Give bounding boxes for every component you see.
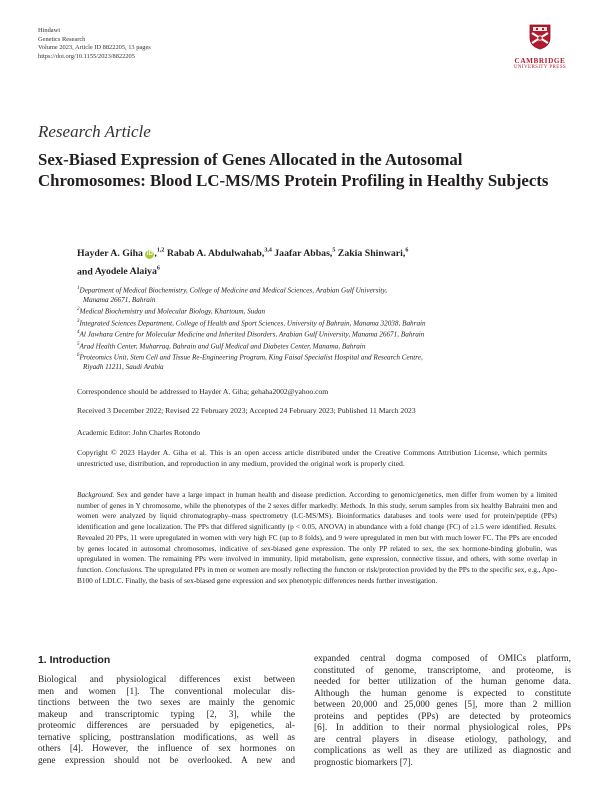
author[interactable]: Zakia Shinwari,$^6$ [337,248,409,260]
text-line: expanded central dogma composed of OMICs platform, [314,654,571,664]
text-line: gene expression should not be overlooked. A new and [38,755,295,766]
logo-subname: UNIVERSITY PRESS [513,65,567,70]
intro-right-column [314,654,571,769]
abstract-label: Conclusions. [105,564,143,574]
text-line: complications as well as they are utilized as diagnostic and [314,746,571,756]
affiliation: $^1$Department of Medical Biochemistry, College of Medicine and Medical Sciences, Arabian Gulf University, Manama 26671, Bahrain [77,286,387,304]
article-title: Sex-Biased Expression of Genes Allocated in the Autosomal Chromosomes: Blood LC-MS/MS Protein Profiling in Healthy Subjects [38,150,549,190]
abstract-label: Background. [77,490,115,499]
affiliation: $^4$Al Jawhara Centre for Molecular Medicine and Inherited Disorders, Arabian Gulf University, Manama 26671, Bahrain [77,330,425,339]
affiliation: $^3$Integrated Sciences Department, College of Health and Sport Sciences, University of Bahrain, Manama 32038, Bahrain [77,318,426,327]
text-line: tinctions between the two sexes are mainly the genomic [38,698,295,708]
text-line: prognostic biomarkers [7]. [314,757,413,768]
publication-dates: Received 3 December 2022; Revised 22 February 2023; Accepted 24 February 2023; Published 11 March 2023 [77,406,416,415]
affiliation: $^6$Proteomics Unit, Stem Cell and Tissue Re-Engineering Program, King Faisal Specialist Hospital and Research Centre, Riyadh 11211, Saudi Arabia [77,353,423,372]
author-list [77,244,547,280]
abstract [77,490,557,586]
article-type: Research Article [38,122,151,141]
orcid-icon[interactable]: iD [146,251,153,258]
text-line: constituted of genome, transcriptome, and proteome, is [314,665,571,676]
abstract-text: In this study, serum samples from six healthy Bahraini men and women were analyzed by liquid chromatography–mass spectrometry (LC-MS/MS). Bioinformatics databases and tools were used for protein/peptide (PPs) identification and gene localization. The PPs that differed significantly (p < 0.05, ANOVA) in abundance with a fold change (FC) of ≥1.5 were identified. [77,500,557,532]
logo-name: CAMBRIDGE [514,57,566,65]
text-line: proteins and peptides (PPs) are detected by proteomics [314,711,571,722]
text-line: men and women [1]. The conventional molecular dis- [38,686,295,697]
text-line: needed for better utilization of the human genome data. [314,677,571,687]
publisher-logo [505,24,575,70]
author[interactable]: Jaafar Abbas,$^5$ [274,248,336,260]
correspondence: Correspondence should be addressed to Hayder A. Giha; gehaha2002@yahoo.com [77,387,329,396]
text-line: ternative splicing, posttranslation modifications, as well as [38,732,295,743]
affiliation: $^2$Medical Biochemistry and Molecular Biology, Khartoum, Sudan [77,306,266,316]
text-line: proteomic differences are persuaded by epigenetics, al- [38,721,295,731]
author[interactable]: Ayodele Alaiya$^6$ [94,265,160,278]
text-line: are central players in disease etiology, pathology, and [314,734,571,745]
journal-header [38,27,151,61]
section-heading: 1. Introduction [38,655,111,666]
text-line: between 20,000 and 25,000 genes [5], more than 2 million [314,700,571,710]
author[interactable]: Hayder A. Giha iD ,$^{1,2}$ [77,248,165,260]
copyright-notice: Copyright © 2023 Hayder A. Giha et al. This is an open access article distributed under the Creative Commons Attribution License, which permits unrestricted use, distribution, and reproduction in any medium, provided the original work is properly cited. [77,448,547,468]
affiliation: $^5$Arad Health Center, Muharraq, Bahrain and Gulf Medical and Diabetes Center, Manama, Bahrain [77,341,366,351]
abstract-text: The upregulated PPs in men or women are mostly reflecting the functon or risk/protection provided by the PPs to the specific sex, e.g., Apo-B100 of LDLC. Finally, the basis of sex-biased gene expression and sex phenotypic differences needs further investigation. [77,564,558,585]
doi-link[interactable]: https://doi.org/10.1155/2023/8822205 [38,52,135,60]
abstract-label: Methods. [340,500,368,510]
publisher: Hindawi [38,27,61,34]
text-line: Biological and physiological differences exist between [38,675,295,685]
author-joiner: and [77,266,93,278]
text-line: others [4]. However, the influence of sex hormones on [38,744,295,754]
text-line: Although the human genome is expected to constitute [314,688,571,699]
volume-line: Volume 2023, Article ID 8822205, 13 pages [38,44,151,52]
abstract-text: Sex and gender have a large impact in human health and disease prediction. According to genomic/genetics, men differ from women by a limited number of genes in Y chromosome, while the phenotypes of the 2 sexes differ markedly. [77,490,557,510]
author[interactable]: Rabab A. Abdulwahab,$^{3,4}$ [166,248,272,260]
abstract-label: Results. [534,522,557,532]
crest-icon [529,24,551,50]
text-line: [6]. In addition to their normal physiological roles, PPs [314,723,571,733]
text-line: makeup and transcriptomic typing [2, 3], while the [38,709,295,720]
intro-left-column [38,675,295,767]
journal-name: Genetics Research [38,35,86,43]
abstract-text: Revealed 20 PPs, 11 were upregulated in women with very high FC (up to 8 folds), and 9 were upregulated in men but with much lower FC. The PPs are encoded by genes located in autosomal chromosomes, indicative of sex-biased gene expression. The only PP related to sex, the sex hormone-binding globulin, was upregulated in women. The remaining PPs were involved in immunity, lipid metabolism, gene expression, connective tissue, and others, with some overlap in function. [77,532,557,574]
academic-editor: Academic Editor: John Charles Rotondo [77,428,201,437]
affiliations [77,284,547,372]
